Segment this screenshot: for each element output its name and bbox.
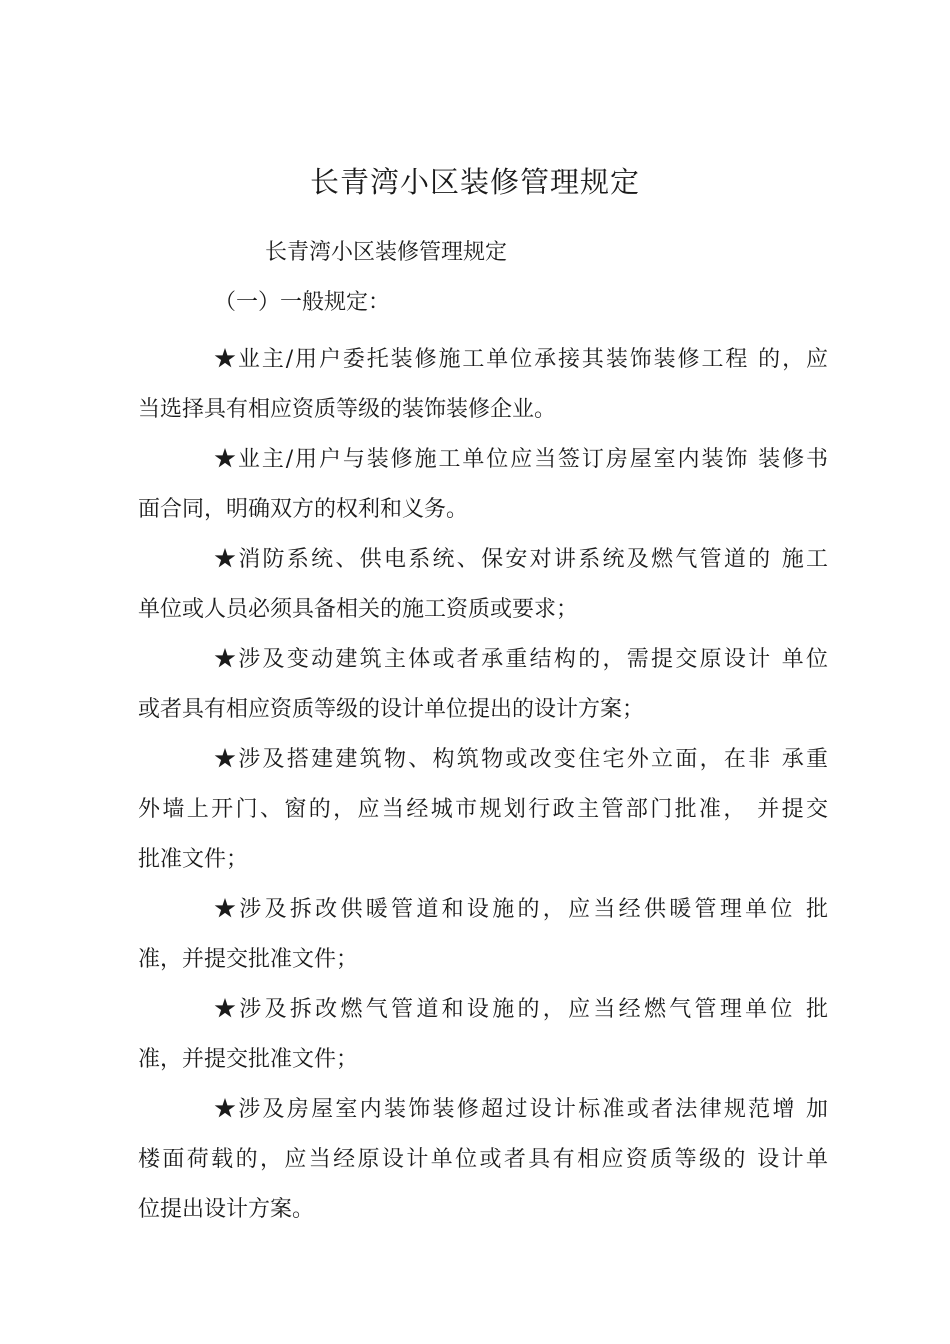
rule-line: 位提出设计方案。 <box>138 1197 315 1222</box>
rule-item <box>138 985 828 1085</box>
rule-line: 批准文件； <box>138 847 249 872</box>
rule-line: ★业主/用户委托装修施工单位承接其装饰装修工程 的，应 <box>214 347 828 372</box>
rule-line: 楼面荷载的，应当经原设计单位或者具有相应资质等级的 设计单 <box>138 1147 828 1172</box>
rule-line: 或者具有相应资质等级的设计单位提出的设计方案； <box>138 697 645 722</box>
rule-line: 准，并提交批准文件； <box>138 1047 359 1072</box>
rule-item <box>138 435 828 535</box>
rule-line: ★消防系统、供电系统、保安对讲系统及燃气管道的 施工 <box>214 547 828 572</box>
rules-list <box>138 335 828 1235</box>
rule-line: ★涉及拆改供暖管道和设施的，应当经供暖管理单位 批 <box>214 897 828 922</box>
rule-line: ★涉及拆改燃气管道和设施的，应当经燃气管理单位 批 <box>214 997 828 1022</box>
rule-item <box>138 1085 828 1235</box>
rule-item <box>138 635 828 735</box>
rule-line: 面合同，明确双方的权利和义务。 <box>138 497 469 522</box>
rule-line: 当选择具有相应资质等级的装饰装修企业。 <box>138 397 557 422</box>
rule-line: ★业主/用户与装修施工单位应当签订房屋室内装饰 装修书 <box>214 447 828 472</box>
rule-item <box>138 335 828 435</box>
document-subtitle: 长青湾小区装修管理规定 <box>265 240 508 265</box>
rule-line: ★涉及房屋室内装饰装修超过设计标准或者法律规范增 加 <box>214 1097 828 1122</box>
section-heading: （一）一般规定： <box>214 290 391 315</box>
rule-line: ★涉及搭建建筑物、构筑物或改变住宅外立面，在非 承重 <box>214 747 828 772</box>
rule-item <box>138 535 828 635</box>
rule-line: 单位或人员必须具备相关的施工资质或要求； <box>138 597 579 622</box>
rule-item <box>138 735 828 885</box>
rule-line: ★涉及变动建筑主体或者承重结构的，需提交原设计 单位 <box>214 647 828 672</box>
rule-line: 外墙上开门、窗的，应当经城市规划行政主管部门批准， 并提交 <box>138 797 828 822</box>
rule-line: 准，并提交批准文件； <box>138 947 359 972</box>
rule-item <box>138 885 828 985</box>
document-title: 长青湾小区装修管理规定 <box>309 165 640 199</box>
